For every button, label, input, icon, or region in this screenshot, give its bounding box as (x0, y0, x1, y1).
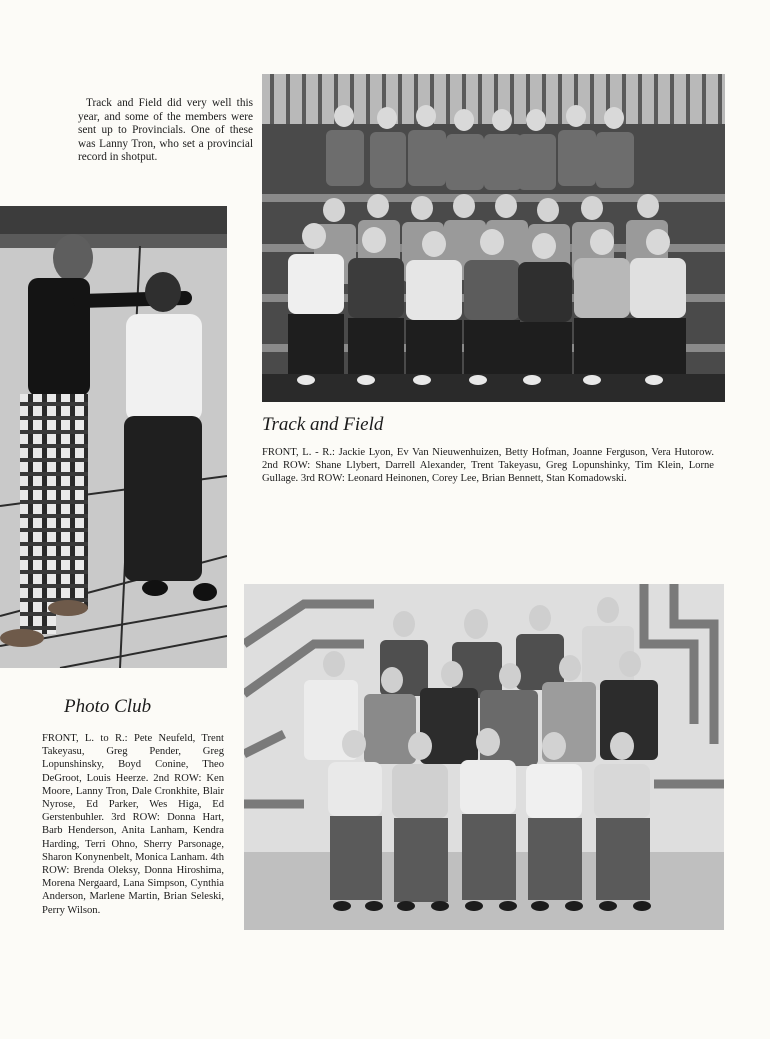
photo-club-caption: FRONT, L. to R.: Pete Neufeld, Trent Takeyasu, Greg Pender, Greg Lopunshinsky, Boyd Conine, Theo DeGroot, Louis Heerze. 2nd ROW: Ken Moore, Lanny Tron, Dale Cronkhite, Blair Nyrose, Ed Parker, Wes Higa, Ed Gerstenbuhler. 3rd ROW: Donna Hart, Barb Henderson, Anita Lanham, Kendra Harding, Terri Ohno, Sherry Parsonage, Sharon Konynenbelt, Monica Lanham. 4th ROW: Brenda Oleksy, Donna Hiroshima, Morena Nergaard, Lana Simpson, Cynthia Anderson, Marlene Martin, Brian Seleski, Perry Wilson. (42, 733, 224, 916)
track-field-team-photo (262, 74, 725, 402)
photo-club-photo-image (244, 584, 724, 930)
photo-club-heading: Photo Club (64, 696, 152, 717)
track-field-photo-image (262, 74, 725, 402)
intro-paragraph (78, 97, 253, 165)
coach-photo-image (0, 206, 227, 668)
coach-photo (0, 206, 227, 668)
track-field-heading: Track and Field (262, 414, 384, 435)
intro-text: Track and Field did very well this year, and some of the members were sent up to Provincials. One of these was Lanny Tron, who set a provincial record in shotput. (78, 97, 253, 164)
photo-club-group-photo (244, 584, 724, 930)
track-field-caption: FRONT, L. - R.: Jackie Lyon, Ev Van Nieuwenhuizen, Betty Hofman, Joanne Ferguson, Vera Hutorow. 2nd ROW: Shane Llybert, Darrell Alexander, Trent Takeyasu, Greg Lopunshinky, Tim Klein, Lorne Gullage. 3rd ROW: Leonard Heinonen, Corey Lee, Brian Bennett, Stan Komadowski. (262, 447, 714, 485)
